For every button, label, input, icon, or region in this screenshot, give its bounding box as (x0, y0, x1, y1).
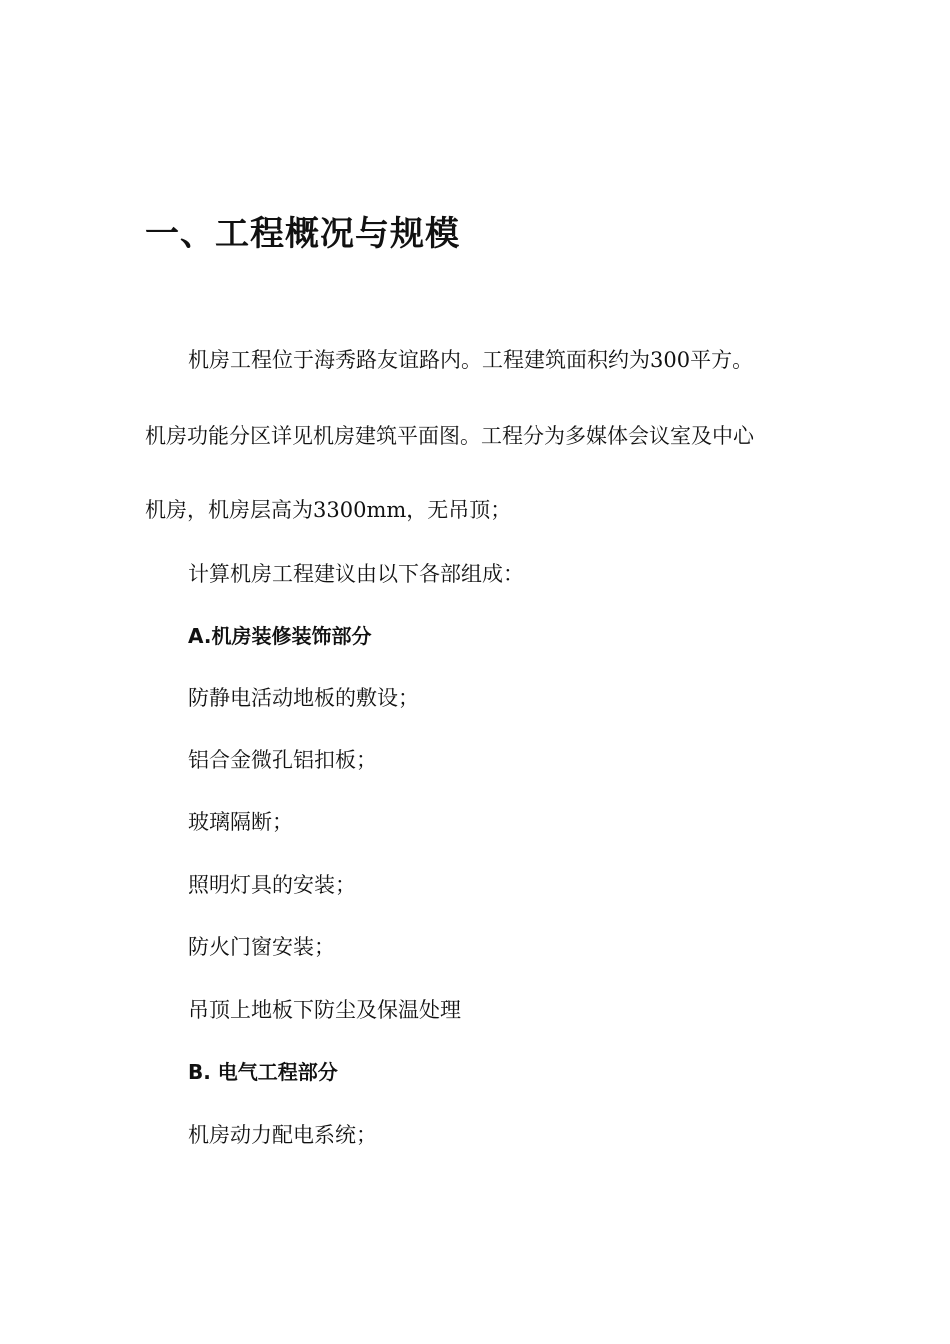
intro-paragraph-line-1: 机房工程位于海秀路友谊路内。工程建筑面积约为300平方。 (188, 348, 754, 372)
section-b-title: B. 电气工程部分 (188, 1060, 338, 1084)
list-item: 防火门窗安装； (188, 935, 335, 959)
section-heading: 一、工程概况与规模 (145, 214, 460, 254)
intro-paragraph-line-2: 机房功能分区详见机房建筑平面图。工程分为多媒体会议室及中心 (145, 424, 754, 448)
list-item: 铝合金微孔铝扣板； (188, 748, 377, 772)
section-a-title: A.机房装修装饰部分 (188, 624, 372, 648)
list-item: 玻璃隔断； (188, 810, 293, 834)
list-item: 照明灯具的安装； (188, 873, 356, 897)
composition-intro: 计算机房工程建议由以下各部组成： (188, 562, 524, 586)
list-item: 防静电活动地板的敷设； (188, 686, 419, 710)
list-item: 吊顶上地板下防尘及保温处理 (188, 998, 461, 1022)
list-item: 机房动力配电系统； (188, 1123, 377, 1147)
intro-paragraph-line-3: 机房，机房层高为3300mm，无吊顶； (145, 498, 512, 522)
